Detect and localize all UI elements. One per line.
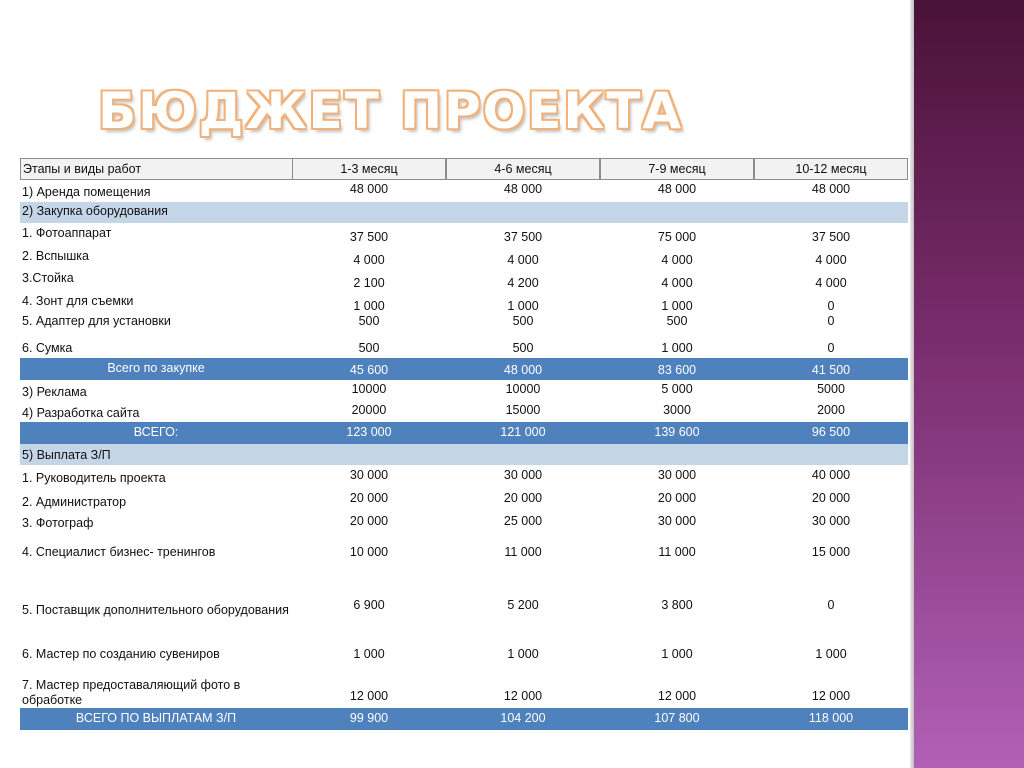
cell-value: 12 000 [657,689,697,703]
table-row [20,634,908,667]
value-cell [600,465,754,488]
value-cell [600,223,754,246]
cell-value: 1 000 [661,299,693,313]
value-cell [600,358,754,380]
cell-value: 1 000 [353,647,385,661]
table-row [20,488,908,510]
value-cell [600,534,754,586]
value-cell [446,510,600,534]
row-label: 3.Стойка [22,271,74,285]
value-cell [446,708,600,730]
value-cell [292,313,446,335]
value-cell [446,246,600,268]
cell-value: 0 [827,598,835,612]
cell-value: 48 000 [503,363,543,377]
cell-value: 6 900 [353,598,385,612]
table-row [20,380,908,402]
cell-value: 1 000 [815,647,847,661]
cell-value: 12 000 [811,689,851,703]
table-row [20,402,908,422]
row-label-cell [20,335,292,358]
value-cell [292,488,446,510]
cell-value: 4 000 [815,276,847,290]
table-row [20,180,908,202]
cell-value: 48 000 [349,182,389,196]
value-cell [600,634,754,667]
value-cell [292,291,446,313]
value-cell [446,402,600,422]
value-cell [446,634,600,667]
cell-value: 40 000 [811,468,851,482]
row-label: 6. Сумка [22,341,73,355]
value-cell [600,202,754,223]
table-header [20,158,908,180]
cell-value: 30 000 [503,468,543,482]
table-body [20,180,908,730]
cell-value: 30 000 [657,514,697,528]
table-row [20,291,908,313]
value-cell [292,268,446,291]
value-cell [754,291,908,313]
cell-value: 500 [512,341,534,355]
cell-value: 37 500 [811,230,851,244]
cell-value: 41 500 [811,363,851,377]
value-cell [446,313,600,335]
cell-value: 1 000 [507,299,539,313]
value-cell [754,380,908,402]
row-label-cell [20,586,292,634]
cell-value: 12 000 [349,689,389,703]
row-label-cell [20,202,292,223]
value-cell [600,335,754,358]
table-row [20,268,908,291]
row-label: ВСЕГО: [133,425,179,439]
value-cell [754,667,908,708]
row-label: ВСЕГО ПО ВЫПЛАТАМ З/П [75,711,237,725]
value-cell [754,358,908,380]
value-cell [446,534,600,586]
value-cell [600,586,754,634]
row-label-cell [20,465,292,488]
table-row [20,465,908,488]
row-label-cell [20,223,292,246]
header-month-10-12: 10-12 месяц [754,158,908,180]
cell-value: 10000 [351,382,387,396]
cell-value: 15000 [505,403,541,417]
value-cell [600,422,754,444]
table-row [20,313,908,335]
row-label: 1. Руководитель проекта [22,471,166,485]
header-month-4-6: 4-6 месяц [446,158,600,180]
value-cell [446,223,600,246]
cell-value: 99 900 [349,711,389,725]
value-cell [292,202,446,223]
total-row [20,358,908,380]
value-cell [754,402,908,422]
cell-value: 139 600 [654,425,700,439]
section-row [20,444,908,465]
cell-value: 12 000 [503,689,543,703]
row-label: 5. Поставщик дополнительного оборудования [22,603,289,617]
cell-value: 10000 [505,382,541,396]
row-label: 2. Вспышка [22,249,89,263]
cell-value: 107 800 [654,711,700,725]
row-label-cell [20,402,292,422]
value-cell [292,634,446,667]
row-label: 5. Адаптер для установки [22,314,171,328]
value-cell [600,268,754,291]
cell-value: 30 000 [657,468,697,482]
cell-value: 2000 [817,403,845,417]
value-cell [446,291,600,313]
cell-value: 500 [512,314,534,328]
cell-value: 83 600 [657,363,697,377]
value-cell [754,422,908,444]
row-label-cell [20,358,292,380]
row-label: 7. Мастер предоставаляющий фото в обработке [22,678,241,707]
cell-value: 3000 [663,403,691,417]
row-label-cell [20,510,292,534]
cell-value: 30 000 [349,468,389,482]
cell-value: 20 000 [349,491,389,505]
cell-value: 0 [827,341,835,355]
row-label-cell [20,444,292,465]
value-cell [446,444,600,465]
row-label-cell [20,667,292,708]
cell-value: 118 000 [808,711,854,725]
value-cell [446,335,600,358]
cell-value: 3 800 [661,598,693,612]
value-cell [754,444,908,465]
value-cell [754,246,908,268]
row-label-cell [20,180,292,202]
cell-value: 45 600 [349,363,389,377]
cell-value: 104 200 [500,711,546,725]
value-cell [446,202,600,223]
value-cell [600,402,754,422]
cell-value: 11 000 [504,545,542,559]
cell-value: 4 000 [661,253,693,267]
value-cell [446,268,600,291]
cell-value: 4 000 [815,253,847,267]
value-cell [754,313,908,335]
value-cell [754,180,908,202]
cell-value: 1 000 [353,299,385,313]
cell-value: 48 000 [811,182,851,196]
cell-value: 20 000 [349,514,389,528]
cell-value: 37 500 [349,230,389,244]
value-cell [292,708,446,730]
cell-value: 20 000 [811,491,851,505]
value-cell [754,534,908,586]
row-label: 2) Закупка оборудования [22,204,168,218]
row-label: 4. Зонт для съемки [22,294,134,308]
section-row [20,202,908,223]
value-cell [292,534,446,586]
header-month-7-9: 7-9 месяц [600,158,754,180]
value-cell [292,246,446,268]
row-label: 6. Мастер по созданию сувениров [22,647,220,661]
value-cell [600,488,754,510]
header-stages: Этапы и виды работ [20,158,292,180]
cell-value: 11 000 [658,545,696,559]
row-label: 3. Фотограф [22,516,94,530]
row-label: 1) Аренда помещения [22,185,151,199]
cell-value: 4 000 [661,276,693,290]
cell-value: 500 [358,341,380,355]
row-label-cell [20,422,292,444]
row-label: 3) Реклама [22,385,87,399]
value-cell [446,422,600,444]
value-cell [292,358,446,380]
cell-value: 4 000 [353,253,385,267]
budget-table [20,158,908,730]
value-cell [600,180,754,202]
cell-value: 1 000 [661,647,693,661]
value-cell [754,586,908,634]
cell-value: 4 200 [507,276,539,290]
cell-value: 5 200 [507,598,539,612]
value-cell [292,510,446,534]
cell-value: 25 000 [503,514,543,528]
row-label-cell [20,268,292,291]
cell-value: 1 000 [661,341,693,355]
header-month-1-3: 1-3 месяц [292,158,446,180]
value-cell [292,223,446,246]
value-cell [292,402,446,422]
cell-value: 20 000 [503,491,543,505]
row-label-cell [20,313,292,335]
value-cell [600,380,754,402]
value-cell [600,246,754,268]
row-label-cell [20,708,292,730]
value-cell [600,313,754,335]
cell-value: 500 [666,314,688,328]
cell-value: 1 000 [507,647,539,661]
cell-value: 4 000 [507,253,539,267]
value-cell [754,465,908,488]
value-cell [292,465,446,488]
row-label: 2. Администратор [22,495,127,509]
value-cell [600,510,754,534]
value-cell [754,335,908,358]
cell-value: 48 000 [503,182,543,196]
cell-value: 10 000 [349,545,389,559]
value-cell [600,667,754,708]
decorative-side-band [914,0,1024,768]
cell-value: 20 000 [657,491,697,505]
cell-value: 0 [827,299,835,313]
value-cell [292,444,446,465]
cell-value: 75 000 [657,230,697,244]
total-row [20,708,908,730]
value-cell [600,291,754,313]
row-label: Всего по закупке [107,361,205,375]
row-label: 4) Разработка сайта [22,406,140,420]
value-cell [292,335,446,358]
value-cell [446,586,600,634]
row-label: 4. Специалист бизнес- тренингов [22,545,216,559]
value-cell [754,634,908,667]
table-row [20,667,908,708]
cell-value: 0 [827,314,835,328]
slide-title: БЮДЖЕТ ПРОЕКТА [98,82,684,140]
value-cell [446,667,600,708]
value-cell [754,268,908,291]
table-row [20,510,908,534]
cell-value: 5000 [817,382,845,396]
row-label: 1. Фотоаппарат [22,226,112,240]
value-cell [446,488,600,510]
value-cell [292,422,446,444]
value-cell [600,708,754,730]
value-cell [292,667,446,708]
value-cell [754,510,908,534]
row-label-cell [20,380,292,402]
total-row [20,422,908,444]
table-row [20,534,908,586]
cell-value: 15 000 [811,545,851,559]
value-cell [292,180,446,202]
value-cell [446,180,600,202]
value-cell [754,708,908,730]
row-label-cell [20,534,292,586]
value-cell [600,444,754,465]
row-label: 5) Выплата З/П [22,448,111,462]
cell-value: 123 000 [346,425,392,439]
cell-value: 2 100 [353,276,385,290]
table-row [20,223,908,246]
cell-value: 30 000 [811,514,851,528]
table-row [20,586,908,634]
value-cell [446,465,600,488]
cell-value: 20000 [351,403,387,417]
cell-value: 121 000 [500,425,546,439]
value-cell [754,488,908,510]
row-label-cell [20,634,292,667]
table-row [20,246,908,268]
row-label-cell [20,246,292,268]
cell-value: 96 500 [811,425,851,439]
value-cell [292,380,446,402]
row-label-cell [20,291,292,313]
value-cell [446,358,600,380]
value-cell [754,202,908,223]
cell-value: 5 000 [661,382,693,396]
value-cell [754,223,908,246]
cell-value: 48 000 [657,182,697,196]
cell-value: 37 500 [503,230,543,244]
cell-value: 500 [358,314,380,328]
value-cell [292,586,446,634]
table-row [20,335,908,358]
value-cell [446,380,600,402]
row-label-cell [20,488,292,510]
